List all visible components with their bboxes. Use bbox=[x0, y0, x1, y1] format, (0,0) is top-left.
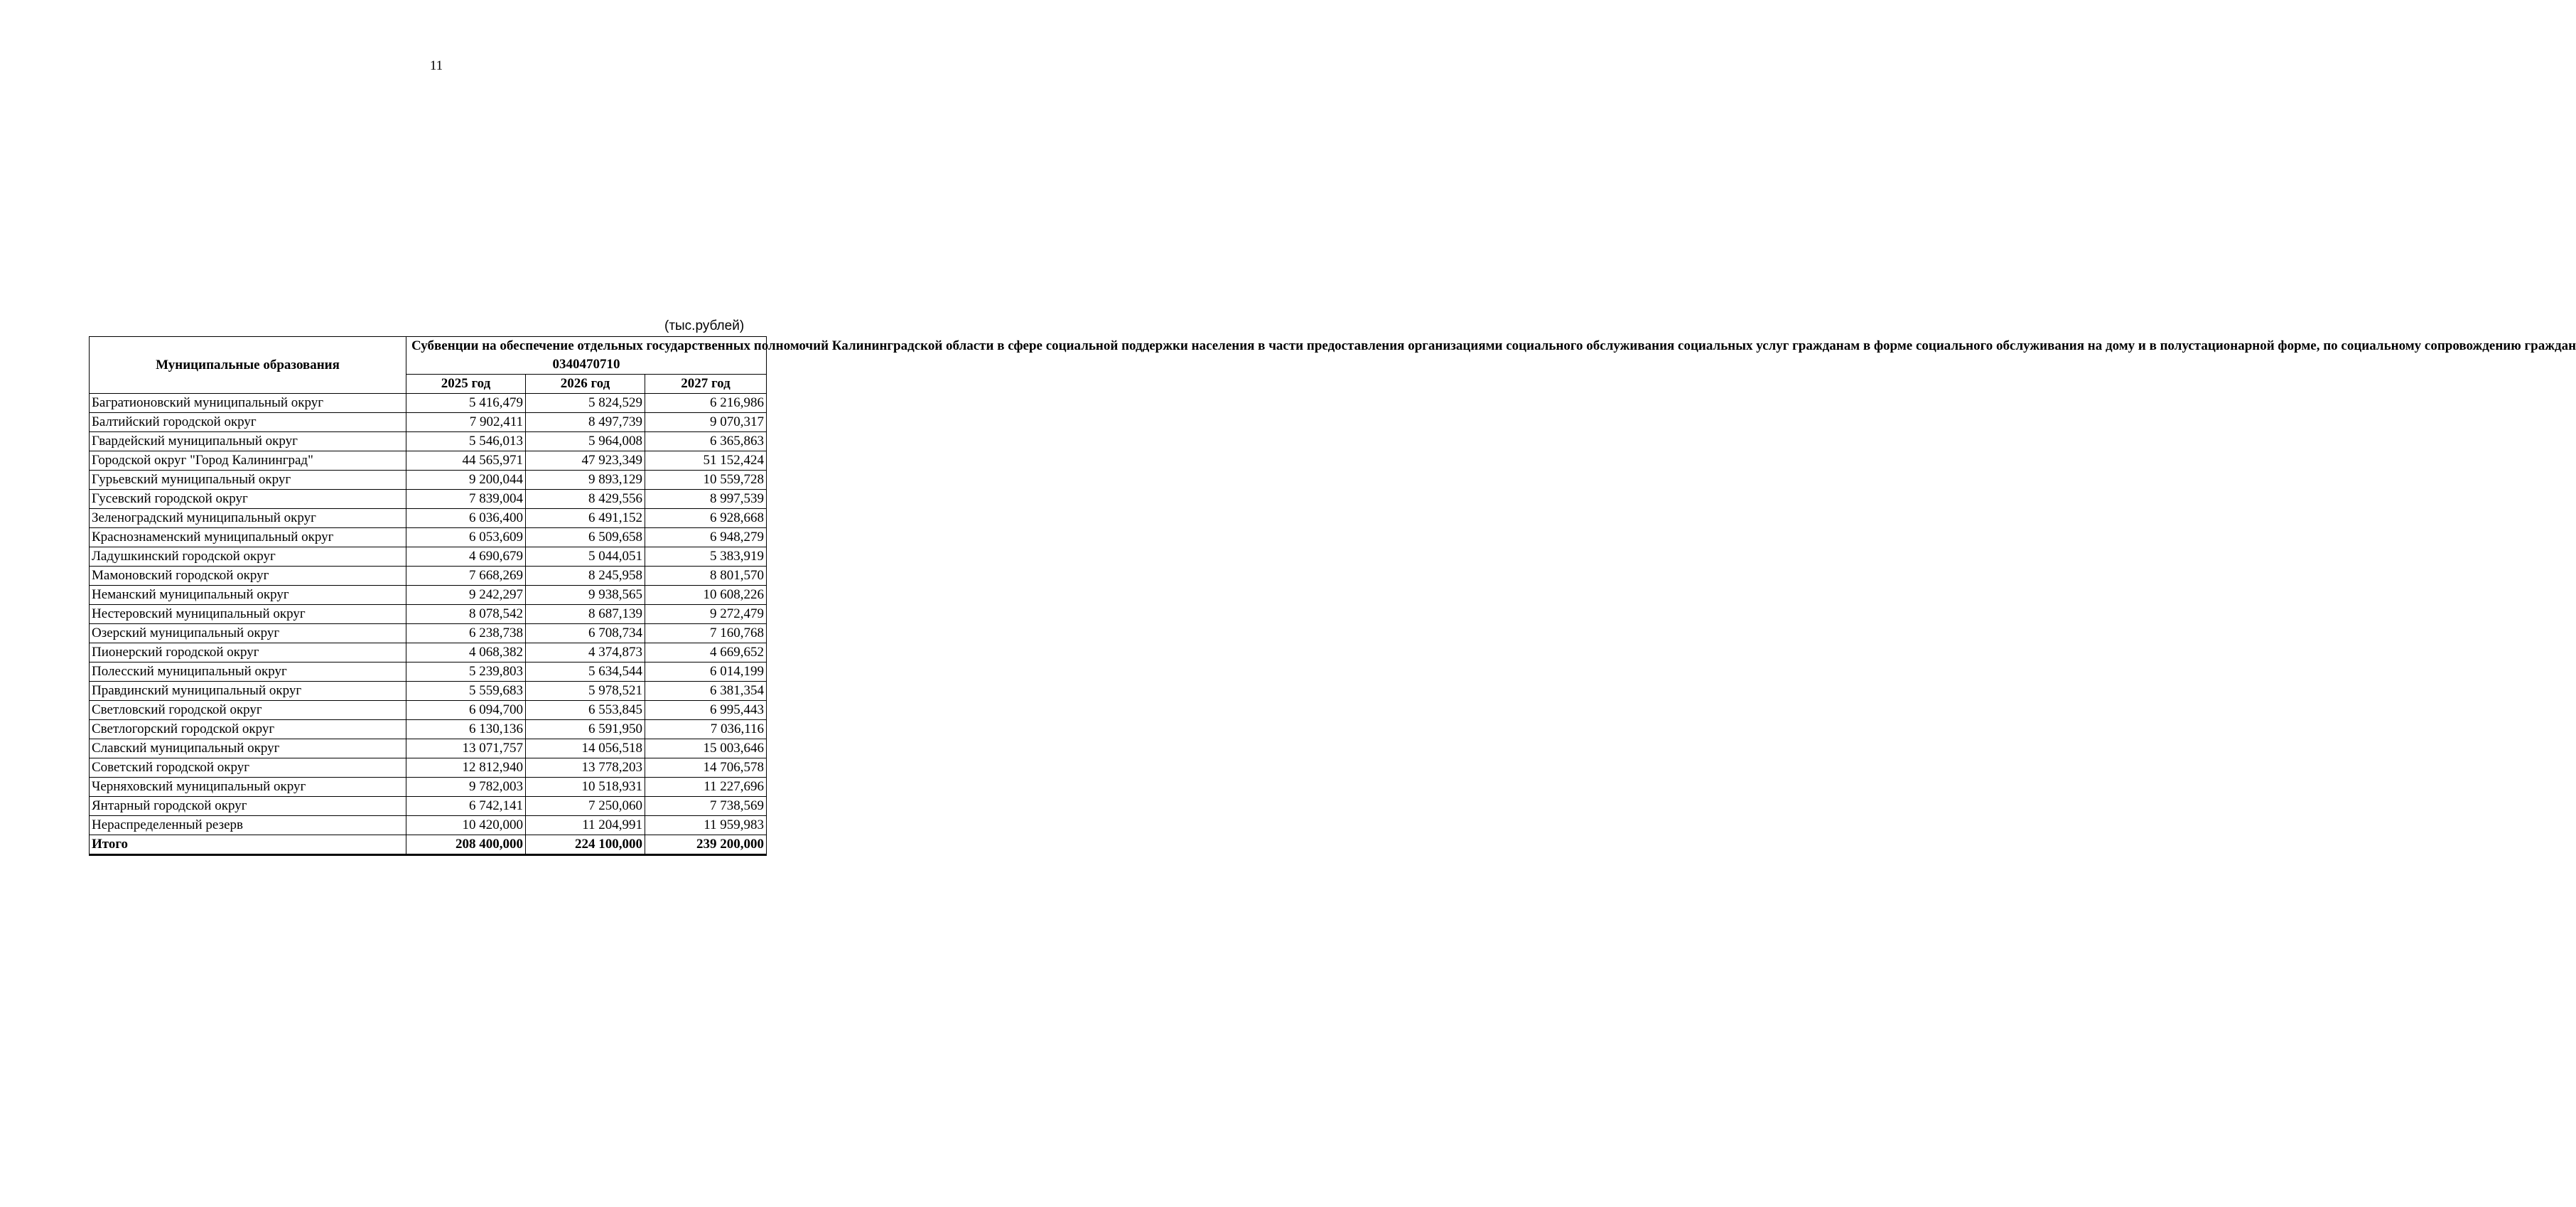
table-row bbox=[90, 701, 767, 720]
value-cell-2027-год: 9 070,317 bbox=[645, 413, 767, 432]
value-cell-2026-год: 5 824,529 bbox=[526, 394, 645, 413]
total-row bbox=[90, 835, 767, 855]
subvention-code: 0340470710 bbox=[552, 357, 620, 372]
subvention-title: Субвенции на обеспечение отдельных государственных полномочий Калининградской области в сфере социальной поддержки населения в части предоставления организациями социального обслуживания социальных услуг гражданам в форме социального обслуживания на дому и в полустационарной форме, по социальному сопровождению граждан bbox=[411, 338, 2576, 353]
value-cell-2025-год: 4 690,679 bbox=[406, 547, 526, 567]
value-cell-2025-год: 6 130,136 bbox=[406, 720, 526, 739]
table-row bbox=[90, 451, 767, 471]
value-cell-2026-год: 6 509,658 bbox=[526, 528, 645, 547]
value-cell-2027-год: 14 706,578 bbox=[645, 758, 767, 778]
value-cell-2027-год: 6 365,863 bbox=[645, 432, 767, 451]
value-cell-2026-год: 6 491,152 bbox=[526, 509, 645, 528]
year-header: 2026 год bbox=[526, 375, 645, 394]
value-cell-2025-год: 4 068,382 bbox=[406, 643, 526, 662]
table-body bbox=[90, 394, 767, 855]
value-cell-2026-год: 10 518,931 bbox=[526, 778, 645, 797]
header-municipalities: Муниципальные образования bbox=[90, 337, 406, 394]
municipality-name: Полесский муниципальный округ bbox=[90, 662, 406, 682]
value-cell-2026-год: 5 044,051 bbox=[526, 547, 645, 567]
value-cell-2025-год: 208 400,000 bbox=[406, 835, 526, 855]
municipality-name: Пионерский городской округ bbox=[90, 643, 406, 662]
value-cell-2025-год: 13 071,757 bbox=[406, 739, 526, 758]
value-cell-2027-год: 10 608,226 bbox=[645, 586, 767, 605]
table-row bbox=[90, 509, 767, 528]
value-cell-2027-год: 239 200,000 bbox=[645, 835, 767, 855]
municipality-name: Светловский городской округ bbox=[90, 701, 406, 720]
municipality-name: Гурьевский муниципальный округ bbox=[90, 471, 406, 490]
table-row bbox=[90, 758, 767, 778]
value-cell-2026-год: 8 429,556 bbox=[526, 490, 645, 509]
value-cell-2026-год: 9 893,129 bbox=[526, 471, 645, 490]
value-cell-2027-год: 8 801,570 bbox=[645, 567, 767, 586]
value-cell-2026-год: 6 553,845 bbox=[526, 701, 645, 720]
year-header: 2027 год bbox=[645, 375, 767, 394]
value-cell-2025-год: 9 242,297 bbox=[406, 586, 526, 605]
value-cell-2025-год: 6 053,609 bbox=[406, 528, 526, 547]
value-cell-2027-год: 6 928,668 bbox=[645, 509, 767, 528]
table-row bbox=[90, 528, 767, 547]
value-cell-2025-год: 5 416,479 bbox=[406, 394, 526, 413]
value-cell-2027-год: 7 738,569 bbox=[645, 797, 767, 816]
value-cell-2025-год: 9 200,044 bbox=[406, 471, 526, 490]
municipality-name: Балтийский городской округ bbox=[90, 413, 406, 432]
municipality-name: Зеленоградский муниципальный округ bbox=[90, 509, 406, 528]
value-cell-2026-год: 13 778,203 bbox=[526, 758, 645, 778]
table-row bbox=[90, 816, 767, 835]
municipality-name: Мамоновский городской округ bbox=[90, 567, 406, 586]
municipality-name: Славский муниципальный округ bbox=[90, 739, 406, 758]
table-row bbox=[90, 432, 767, 451]
value-cell-2026-год: 8 245,958 bbox=[526, 567, 645, 586]
municipality-name: Светлогорский городской округ bbox=[90, 720, 406, 739]
table-row bbox=[90, 471, 767, 490]
value-cell-2025-год: 7 668,269 bbox=[406, 567, 526, 586]
value-cell-2027-год: 6 014,199 bbox=[645, 662, 767, 682]
municipality-name: Янтарный городской округ bbox=[90, 797, 406, 816]
table-row bbox=[90, 797, 767, 816]
municipality-name: Краснознаменский муниципальный округ bbox=[90, 528, 406, 547]
header-subvention bbox=[406, 337, 2576, 375]
value-cell-2025-год: 6 742,141 bbox=[406, 797, 526, 816]
municipality-name: Озерский муниципальный округ bbox=[90, 624, 406, 643]
value-cell-2027-год: 10 559,728 bbox=[645, 471, 767, 490]
municipality-name: Городской округ "Город Калининград" bbox=[90, 451, 406, 471]
value-cell-2026-год: 224 100,000 bbox=[526, 835, 645, 855]
value-cell-2026-год: 5 964,008 bbox=[526, 432, 645, 451]
table-row bbox=[90, 662, 767, 682]
value-cell-2027-год: 6 216,986 bbox=[645, 394, 767, 413]
value-cell-2026-год: 11 204,991 bbox=[526, 816, 645, 835]
value-cell-2026-год: 47 923,349 bbox=[526, 451, 645, 471]
page-number: 11 bbox=[429, 58, 443, 73]
value-cell-2025-год: 5 546,013 bbox=[406, 432, 526, 451]
value-cell-2027-год: 11 959,983 bbox=[645, 816, 767, 835]
value-cell-2027-год: 11 227,696 bbox=[645, 778, 767, 797]
table-row bbox=[90, 413, 767, 432]
municipality-name: Черняховский муниципальный округ bbox=[90, 778, 406, 797]
value-cell-2027-год: 7 036,116 bbox=[645, 720, 767, 739]
value-cell-2026-год: 8 687,139 bbox=[526, 605, 645, 624]
municipality-name: Ладушкинский городской округ bbox=[90, 547, 406, 567]
municipality-name: Правдинский муниципальный округ bbox=[90, 682, 406, 701]
value-cell-2025-год: 6 238,738 bbox=[406, 624, 526, 643]
value-cell-2027-год: 6 948,279 bbox=[645, 528, 767, 547]
table-row bbox=[90, 682, 767, 701]
municipality-name: Гусевский городской округ bbox=[90, 490, 406, 509]
value-cell-2026-год: 5 978,521 bbox=[526, 682, 645, 701]
value-cell-2027-год: 6 995,443 bbox=[645, 701, 767, 720]
value-cell-2027-год: 9 272,479 bbox=[645, 605, 767, 624]
value-cell-2026-год: 5 634,544 bbox=[526, 662, 645, 682]
total-label: Итого bbox=[90, 835, 406, 855]
value-cell-2025-год: 8 078,542 bbox=[406, 605, 526, 624]
value-cell-2026-год: 9 938,565 bbox=[526, 586, 645, 605]
table-row bbox=[90, 624, 767, 643]
table-row bbox=[90, 586, 767, 605]
municipality-name: Багратионовский муниципальный округ bbox=[90, 394, 406, 413]
municipality-name: Неманский муниципальный округ bbox=[90, 586, 406, 605]
table-row bbox=[90, 739, 767, 758]
value-cell-2026-год: 14 056,518 bbox=[526, 739, 645, 758]
value-cell-2026-год: 4 374,873 bbox=[526, 643, 645, 662]
municipality-name: Советский городской округ bbox=[90, 758, 406, 778]
value-cell-2025-год: 5 239,803 bbox=[406, 662, 526, 682]
value-cell-2027-год: 6 381,354 bbox=[645, 682, 767, 701]
value-cell-2027-год: 51 152,424 bbox=[645, 451, 767, 471]
value-cell-2027-год: 7 160,768 bbox=[645, 624, 767, 643]
value-cell-2026-год: 6 708,734 bbox=[526, 624, 645, 643]
value-cell-2026-год: 8 497,739 bbox=[526, 413, 645, 432]
municipality-name: Нестеровский муниципальный округ bbox=[90, 605, 406, 624]
table-row bbox=[90, 394, 767, 413]
year-header: 2025 год bbox=[406, 375, 526, 394]
value-cell-2027-год: 15 003,646 bbox=[645, 739, 767, 758]
value-cell-2027-год: 8 997,539 bbox=[645, 490, 767, 509]
value-cell-2026-год: 6 591,950 bbox=[526, 720, 645, 739]
table-row bbox=[90, 643, 767, 662]
table-row bbox=[90, 567, 767, 586]
value-cell-2025-год: 6 036,400 bbox=[406, 509, 526, 528]
table-row bbox=[90, 605, 767, 624]
value-cell-2025-год: 44 565,971 bbox=[406, 451, 526, 471]
units-label: (тыс.рублей) bbox=[664, 318, 745, 333]
table-row bbox=[90, 490, 767, 509]
municipality-name: Нераспределенный резерв bbox=[90, 816, 406, 835]
value-cell-2027-год: 4 669,652 bbox=[645, 643, 767, 662]
value-cell-2025-год: 12 812,940 bbox=[406, 758, 526, 778]
subvention-table bbox=[89, 336, 2576, 856]
value-cell-2025-год: 6 094,700 bbox=[406, 701, 526, 720]
value-cell-2027-год: 5 383,919 bbox=[645, 547, 767, 567]
value-cell-2025-год: 10 420,000 bbox=[406, 816, 526, 835]
value-cell-2025-год: 7 839,004 bbox=[406, 490, 526, 509]
table-row bbox=[90, 547, 767, 567]
value-cell-2026-год: 7 250,060 bbox=[526, 797, 645, 816]
value-cell-2025-год: 7 902,411 bbox=[406, 413, 526, 432]
table-row bbox=[90, 778, 767, 797]
value-cell-2025-год: 9 782,003 bbox=[406, 778, 526, 797]
value-cell-2025-год: 5 559,683 bbox=[406, 682, 526, 701]
municipality-name: Гвардейский муниципальный округ bbox=[90, 432, 406, 451]
table-row bbox=[90, 720, 767, 739]
